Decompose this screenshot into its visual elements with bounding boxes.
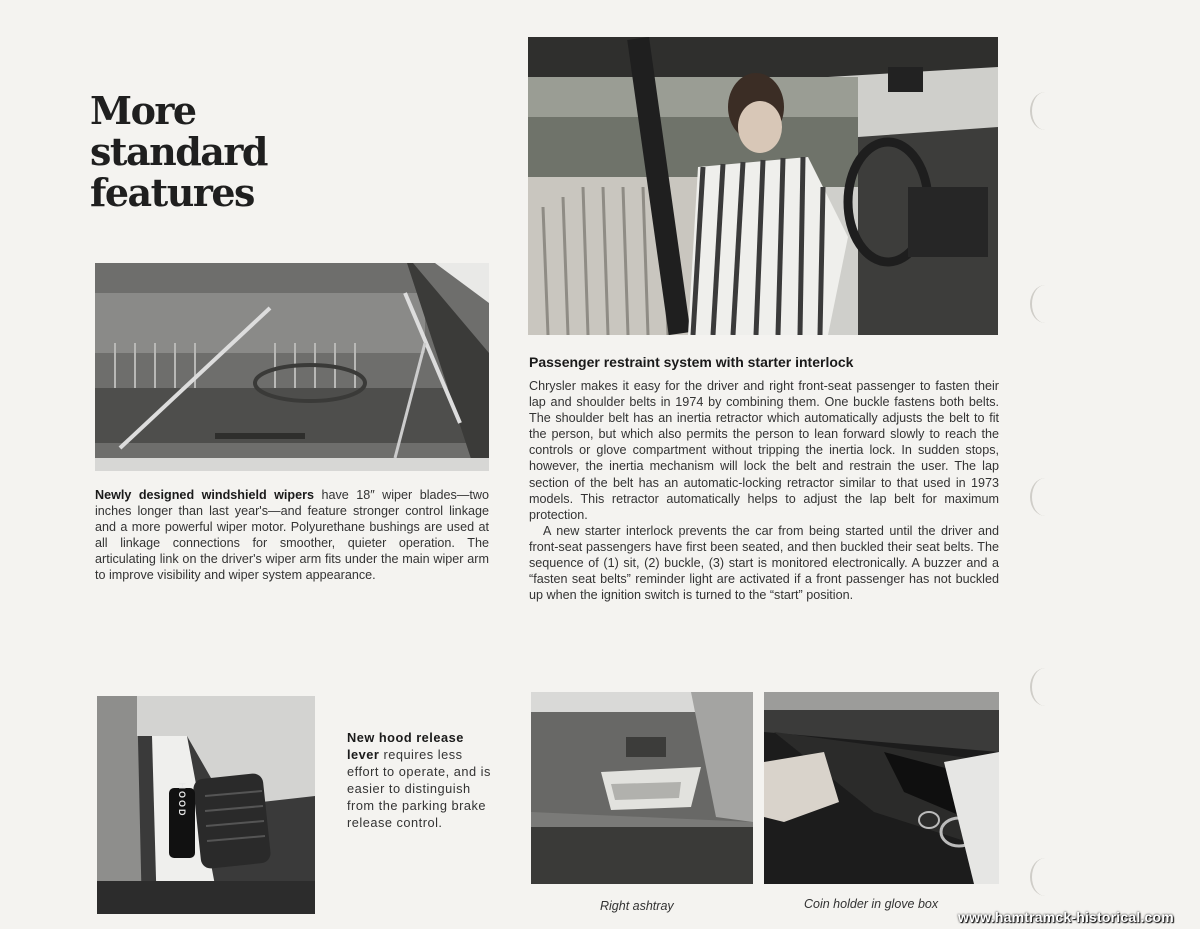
hood-body: requires less effort to operate, and is easier to distinguish from the parking brake release control.	[347, 747, 491, 830]
seat-belt-interlock-photo	[528, 37, 998, 335]
binder-hole	[1030, 478, 1060, 516]
right-ashtray-photo	[531, 692, 753, 884]
page-title	[90, 90, 310, 213]
binder-hole	[1030, 92, 1060, 130]
watermark: www.hamtramck-historical.com	[958, 909, 1174, 925]
binder-hole	[1030, 668, 1060, 706]
coin-holder-photo	[764, 692, 999, 884]
title-line-2: standard	[90, 129, 267, 174]
hood-description	[347, 729, 493, 831]
wipers-body: have 18″ wiper blades—two inches longer than last year's—and feature stronger control linkage and a more powerful wiper motor. Polyurethane bushings are used at all linkage connections for smoother, quieter operation. The articulating link on the driver's wiper arm fits under the main wiper arm to improve visibility and wiper system appearance.	[95, 488, 489, 583]
hood-lead: New hood release lever	[347, 730, 464, 762]
coin-holder-caption: Coin holder in glove box	[804, 897, 939, 911]
interlock-paragraph-1: Chrysler makes it easy for the driver and right front-seat passenger to fasten their lap and shoulder belts in 1974 by combining them. One buckle fastens both belts. The shoulder belt has an inertia retractor which automatically adjusts the belt to fit the person, but which also permits the person to lean forward slowly to reach the controls or glove compartment without tripping the inertia lock. In sudden stops, however, the inertia mechanism will lock the belt and restrain the user. The lap section of the belt has an automatic-locking retractor similar to that used in 1973 models. This retractor automatically helps to adjust the lap belt for maximum protection.	[529, 379, 999, 522]
hood-lever-label: HOOD	[177, 782, 187, 818]
title-line-3: features	[90, 170, 254, 215]
hood-release-lever-photo	[97, 696, 315, 914]
ashtray-caption: Right ashtray	[600, 899, 674, 913]
binder-hole	[1030, 285, 1060, 323]
interlock-description	[529, 378, 999, 603]
interlock-heading: Passenger restraint system with starter interlock	[529, 354, 854, 370]
windshield-wipers-photo	[95, 263, 489, 471]
binder-hole	[1030, 858, 1060, 896]
wipers-lead: Newly designed windshield wipers	[95, 488, 315, 502]
interlock-paragraph-2: A new starter interlock prevents the car from being started until the driver and front-seat passengers have first been seated, and then buckled their seat belts. The sequence of (1) sit, (2) buckle, (3) start is monitored electronically. A buzzer and a “fasten seat belts” reminder light are activated if a front passenger has not buckled up when the ignition switch is turned to the “start” position.	[529, 523, 999, 603]
wipers-description	[95, 487, 489, 584]
title-line-1: More	[90, 88, 196, 133]
